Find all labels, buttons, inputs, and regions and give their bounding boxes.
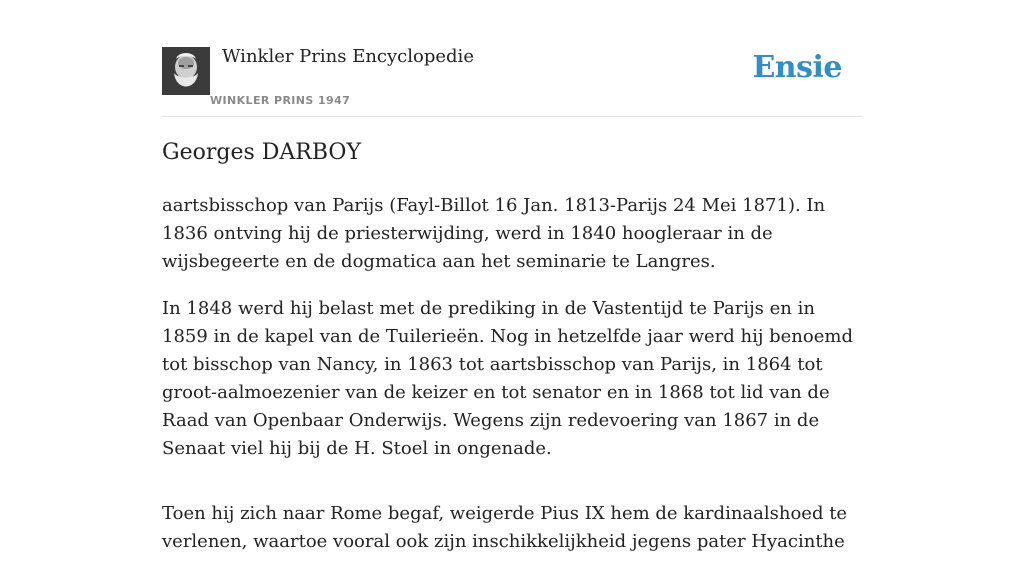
site-title[interactable]: Winkler Prins Encyclopedie [222,46,474,67]
site-subtitle[interactable]: WINKLER PRINS 1947 [210,94,351,107]
article-body [162,192,862,575]
avatar[interactable] [162,47,210,95]
article-paragraph-1: aartsbisschop van Parijs (Fayl-Billot 16 Jan. 1813-Parijs 24 Mei 1871). In 1836 ontving hij de priesterwijding, werd in 1840 hoogleraar in de wijsbegeerte en de dogmatica aan het seminarie te Langres. [162,195,826,272]
bearded-man-portrait-icon [162,47,210,95]
article-paragraph-2: In 1848 werd hij belast met de prediking in de Vastentijd te Parijs en in 1859 in de kapel van de Tuilerieën. Nog in hetzelfde jaar werd hij benoemd tot bisschop van Nancy, in 1863 tot aartsbisschop van Parijs, in 1864 tot groot-aalmoezenier van de keizer en tot senator en in 1868 tot lid van de Raad van Openbaar Onderwijs. Wegens zijn redevoering van 1867 in de Senaat viel hij bij de H. Stoel in ongenade. [162,298,853,459]
site-header [162,0,862,117]
article-paragraph-3: Toen hij zich naar Rome begaf, weigerde Pius IX hem de kardinaalshoed te verlenen, waartoe vooral ook zijn inschikkelijkheid jegens pater Hyacinthe [162,503,848,552]
article-title: Georges DARBOY [162,140,361,165]
brand-logo[interactable]: Ensie [752,50,842,85]
